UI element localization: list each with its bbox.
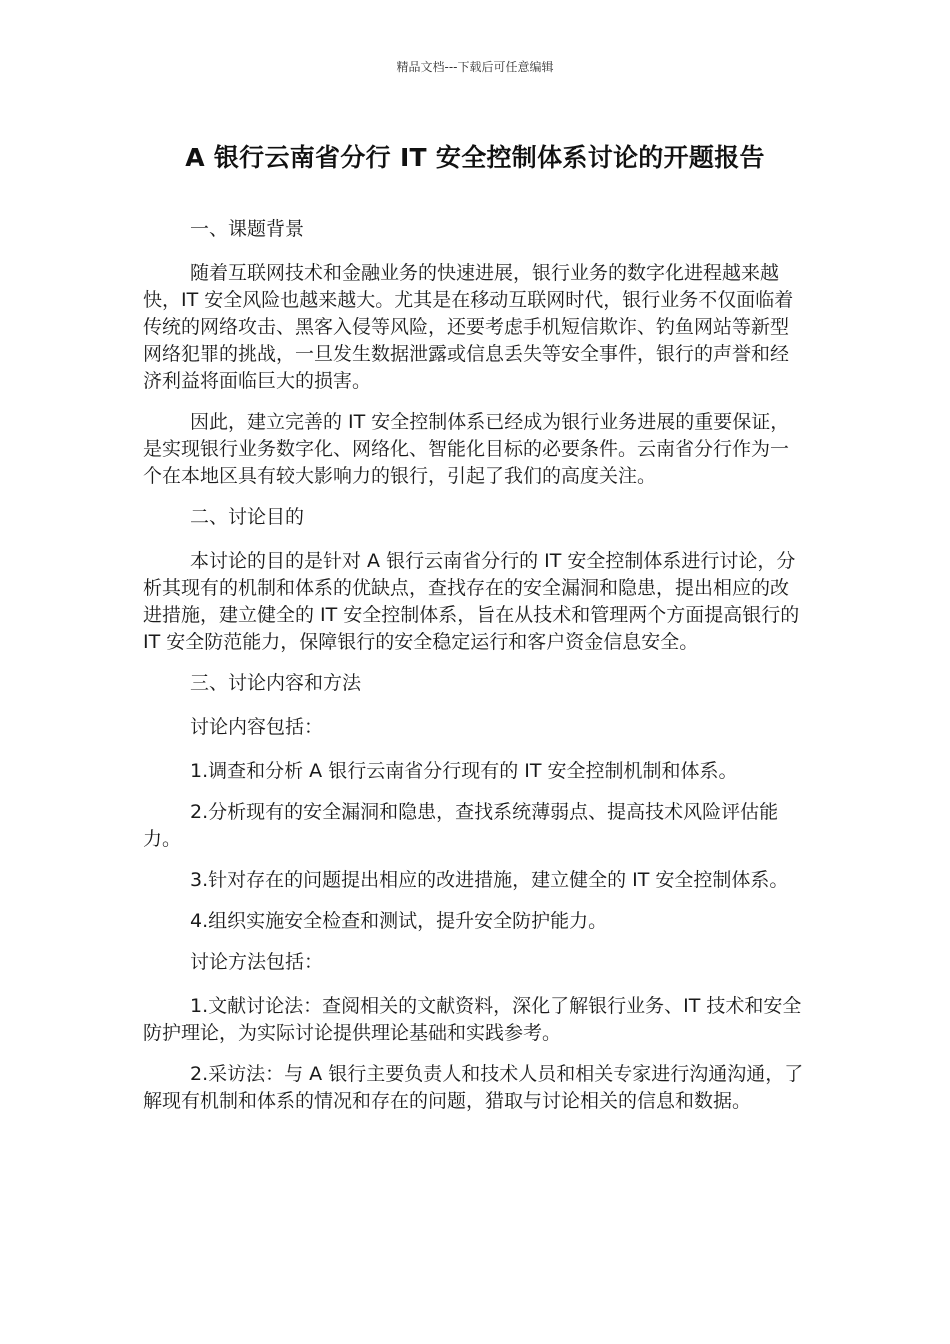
list-item: 3.针对存在的问题提出相应的改进措施，建立健全的 IT 安全控制体系。 [190,869,789,891]
paragraph: 随着互联网技术和金融业务的快速进展，银行业务的数字化进程越来越快，IT 安全风险也越来越大。尤其是在移动互联网时代，银行业务不仅面临着传统的网络攻击、黑客入侵等风险，还要考虑手机短信欺诈、钓鱼网站等新型网络犯罪的挑战，一旦发生数据泄露或信息丢失等安全事件，银行的声誉和经济利益将面临巨大的损害。 [143,262,794,392]
section-heading-background: 一、课题背景 [190,218,305,240]
content-intro: 讨论内容包括： [190,716,324,738]
section-heading-purpose: 二、讨论目的 [190,506,305,528]
list-item: 4.组织实施安全检查和测试，提升安全防护能力。 [190,910,608,932]
list-item: 2.分析现有的安全漏洞和隐患，查找系统薄弱点、提高技术风险评估能力。 [143,801,779,850]
list-item: 1.调查和分析 A 银行云南省分行现有的 IT 安全控制机制和体系。 [190,760,738,782]
document-body [143,216,807,1129]
list-item: 1.文献讨论法：查阅相关的文献资料，深化了解银行业务、IT 技术和安全防护理论，为实际讨论提供理论基础和实践参考。 [143,995,802,1044]
paragraph: 因此，建立完善的 IT 安全控制体系已经成为银行业务进展的重要保证，是实现银行业务数字化、网络化、智能化目标的必要条件。云南省分行作为一个在本地区具有较大影响力的银行，引起了我们的高度关注。 [143,411,790,487]
list-item: 2.采访法：与 A 银行主要负责人和技术人员和相关专家进行沟通沟通，了解现有机制和体系的情况和存在的问题，猎取与讨论相关的信息和数据。 [143,1063,804,1112]
document-title: A 银行云南省分行 IT 安全控制体系讨论的开题报告 [185,143,765,172]
method-intro: 讨论方法包括： [190,951,324,973]
section-heading-content-method: 三、讨论内容和方法 [190,672,362,694]
page-header: 精品文档---下载后可任意编辑 [396,60,554,74]
paragraph: 本讨论的目的是针对 A 银行云南省分行的 IT 安全控制体系进行讨论，分析其现有的机制和体系的优缺点，查找存在的安全漏洞和隐患，提出相应的改进措施，建立健全的 IT 安全控制体系，旨在从技术和管理两个方面提高银行的 IT 安全防范能力，保障银行的安全稳定运行和客户资金信息安全。 [143,550,800,653]
